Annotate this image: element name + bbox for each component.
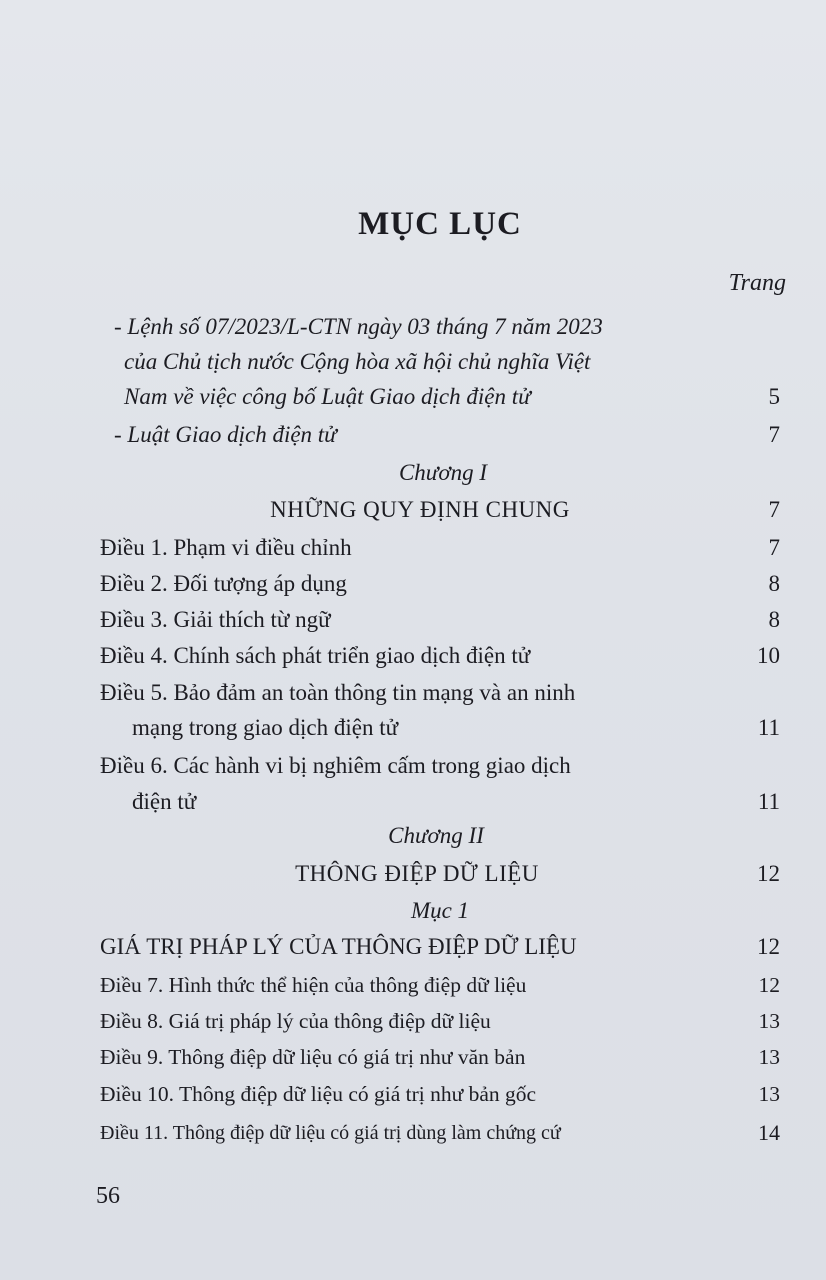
chapter-heading: NHỮNG QUY ĐỊNH CHUNG 7 — [60, 493, 780, 527]
toc-page-number: 13 — [758, 1082, 780, 1106]
toc-page-number: 8 — [768, 607, 780, 632]
toc-entry: Điều 3. Giải thích từ ngữ 8 — [100, 603, 780, 637]
toc-entry: Điều 2. Đối tượng áp dụng 8 — [100, 567, 780, 601]
toc-page-number: 7 — [768, 535, 780, 560]
toc-entry-line2: điện tử 11 — [100, 785, 780, 819]
toc-entry: Điều 8. Giá trị pháp lý của thông điệp dữ liệu 13 — [100, 1004, 780, 1038]
toc-entry-order-line1: - Lệnh số 07/2023/L-CTN ngày 03 tháng 7 năm 2023 — [114, 314, 603, 339]
chapter-label: Chương I — [398, 460, 488, 485]
section-label: Mục 1 — [410, 898, 470, 923]
toc-entry: Điều 4. Chính sách phát triển giao dịch điện tử 10 — [100, 639, 780, 673]
toc-page-number: 7 — [768, 422, 780, 447]
page-column-header: Trang — [728, 270, 786, 296]
page-title: MỤC LỤC — [358, 206, 522, 242]
toc-page-number: 11 — [757, 789, 780, 814]
toc-page-number: 7 — [768, 497, 780, 522]
chapter-heading: THÔNG ĐIỆP DỮ LIỆU 12 — [54, 857, 780, 891]
toc-entry: Điều 1. Phạm vi điều chỉnh 7 — [100, 531, 780, 565]
toc-entry-order-line3: Nam về việc công bố Luật Giao dịch điện tử 5 — [100, 380, 780, 414]
toc-page-number: 12 — [757, 934, 780, 959]
toc-entry-law: - Luật Giao dịch điện tử 7 — [100, 418, 780, 452]
toc-entry: Điều 9. Thông điệp dữ liệu có giá trị như văn bản 13 — [100, 1040, 780, 1074]
toc-page-number: 8 — [768, 571, 780, 596]
toc-entry: Điều 11. Thông điệp dữ liệu có giá trị dùng làm chứng cứ 14 — [100, 1116, 780, 1150]
chapter-label: Chương II — [388, 823, 484, 848]
toc-page-number: 11 — [757, 715, 780, 740]
toc-entry-line1: Điều 6. Các hành vi bị nghiêm cấm trong giao dịch — [100, 753, 571, 778]
toc-entry-line2: mạng trong giao dịch điện tử 11 — [100, 711, 780, 745]
section-heading: GIÁ TRỊ PHÁP LÝ CỦA THÔNG ĐIỆP DỮ LIỆU 12 — [100, 930, 780, 964]
toc-page-number: 13 — [758, 1009, 780, 1033]
toc-page-number: 12 — [758, 973, 780, 997]
toc-page-number: 12 — [757, 861, 780, 886]
toc-entry-order-line2: của Chủ tịch nước Cộng hòa xã hội chủ nghĩa Việt — [124, 349, 591, 374]
toc-entry-line1: Điều 5. Bảo đảm an toàn thông tin mạng và an ninh — [100, 680, 576, 705]
toc-page-number: 10 — [757, 643, 780, 668]
toc-page-number: 13 — [758, 1045, 780, 1069]
toc-page-number: 5 — [768, 384, 780, 409]
toc-page-number: 14 — [758, 1120, 780, 1145]
page-number: 56 — [96, 1183, 120, 1209]
toc-entry: Điều 7. Hình thức thể hiện của thông điệp dữ liệu 12 — [100, 968, 780, 1002]
toc-entry: Điều 10. Thông điệp dữ liệu có giá trị như bản gốc 13 — [100, 1077, 780, 1111]
